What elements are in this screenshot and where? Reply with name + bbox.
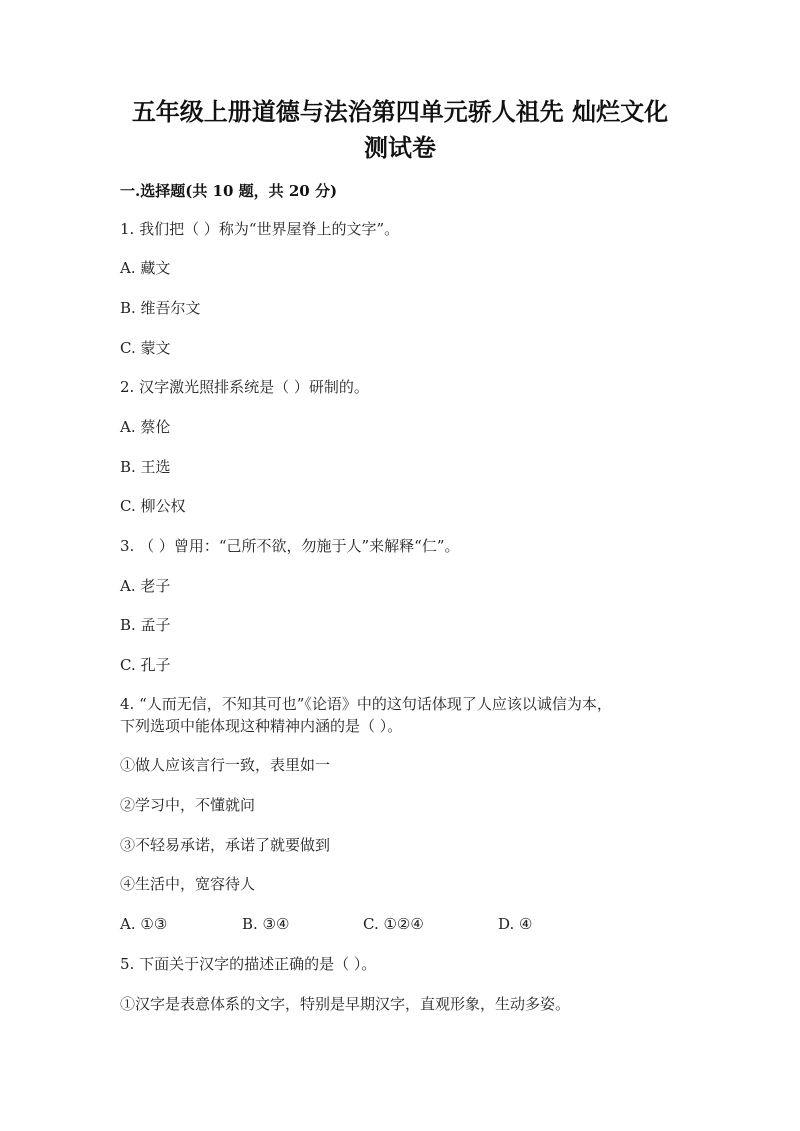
- question-4-statement-2: ②学习中，不懂就问: [120, 796, 256, 814]
- question-1-option-b: B. 维吾尔文: [120, 299, 201, 317]
- question-3-option-a: A. 老子: [120, 577, 171, 595]
- question-1-option-a: A. 藏文: [120, 259, 171, 277]
- question-3-option-b: B. 孟子: [120, 616, 171, 634]
- question-5-statement-1: ①汉字是表意体系的文字，特别是早期汉字，直观形象，生动多姿。: [120, 995, 571, 1013]
- question-4-option-d: D. ④: [498, 915, 533, 933]
- question-2-option-c: C. 柳公权: [120, 497, 186, 515]
- question-2-option-a: A. 蔡伦: [120, 418, 171, 436]
- question-4-option-b: B. ③④: [242, 915, 290, 933]
- question-4-statement-4: ④生活中，宽容待人: [120, 875, 256, 893]
- question-3-option-c: C. 孔子: [120, 656, 171, 674]
- question-3-stem: 3. （ ）曾用：“己所不欲，勿施于人”来解释“仁”。: [120, 537, 460, 555]
- question-5-stem: 5. 下面关于汉字的描述正确的是（ ）。: [120, 955, 377, 973]
- question-4-stem-line2: 下列选项中能体现这种精神内涵的是（ ）。: [120, 717, 403, 735]
- question-2-stem: 2. 汉字激光照排系统是（ ）研制的。: [120, 378, 369, 396]
- question-4-statement-1: ①做人应该言行一致，表里如一: [120, 756, 331, 774]
- question-4-statement-3: ③不轻易承诺，承诺了就要做到: [120, 836, 331, 854]
- question-1-stem: 1. 我们把（ ）称为“世界屋脊上的文字”。: [120, 220, 400, 238]
- question-4-option-c: C. ①②④: [363, 915, 424, 933]
- question-1-option-c: C. 蒙文: [120, 339, 171, 357]
- page-title-line2: 测试卷: [364, 133, 436, 162]
- question-2-option-b: B. 王选: [120, 458, 171, 476]
- page-title-line1: 五年级上册道德与法治第四单元骄人祖先 灿烂文化: [131, 97, 669, 126]
- section-heading: 一.选择题(共 10 题，共 20 分): [120, 182, 338, 200]
- question-4-stem-line1: 4. “人而无信，不知其可也”《论语》中的这句话体现了人应该以诚信为本，: [120, 695, 612, 713]
- question-4-option-a: A. ①③: [120, 915, 168, 933]
